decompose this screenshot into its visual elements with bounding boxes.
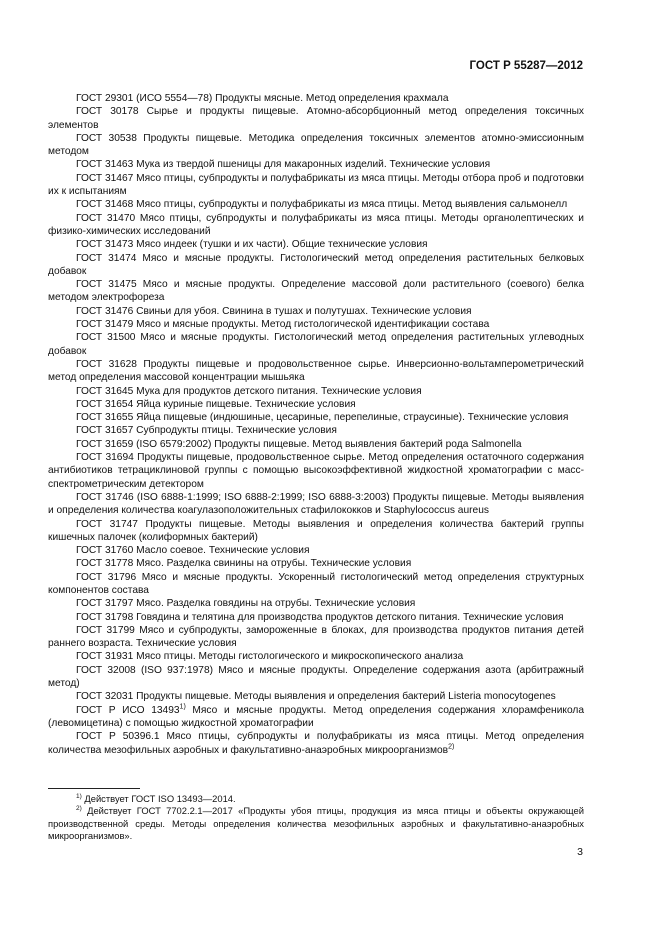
- reference-entry-gost-r-iso-13493: [48, 704, 584, 731]
- reference-entry-gost-r-50396-1: [48, 730, 584, 757]
- reference-entry-gost-31799: ГОСТ 31799 Мясо и субпродукты, замороженные в блоках, для производства продуктов питания детей раннего возраста. Технические условия: [48, 624, 584, 650]
- footnote-marker: 1): [76, 792, 82, 800]
- reference-entry-gost-31463: ГОСТ 31463 Мука из твердой пшеницы для макаронных изделий. Технические условия: [76, 159, 491, 171]
- reference-entry-gost-31760: ГОСТ 31760 Масло соевое. Технические условия: [76, 545, 310, 557]
- footnote-text: Действует ГОСТ 7702.2.1—2017 «Продукты убоя птицы, продукция из мяса птицы и объекты окружающей производственной среды. Методы определения количества мезофильных аэробных и факультативно-анаэробных микроорганизмов».: [48, 805, 584, 842]
- reference-entry-gost-31470: ГОСТ 31470 Мясо птицы, субпродукты и полуфабрикаты из мяса птицы. Методы органолептических и физико-химических исследований: [48, 212, 584, 237]
- page-number: 3: [577, 846, 583, 858]
- reference-entry-gost-30178: ГОСТ 30178 Сырье и продукты пищевые. Атомно-абсорбционный метод определения токсичных элементов: [48, 106, 584, 131]
- reference-entry-gost-31645: ГОСТ 31645 Мука для продуктов детского питания. Технические условия: [76, 385, 422, 397]
- reference-text: ГОСТ Р 50396.1 Мясо птицы, субпродукты и полуфабрикаты из мяса птицы. Метод определения количества мезофильных аэробных и факультативно-анаэробных микроорганизмов: [48, 731, 584, 756]
- reference-entry-gost-31655: ГОСТ 31655 Яйца пищевые (индюшиные, цесариные, перепелиные, страусиные). Технические условия: [76, 412, 569, 424]
- reference-entry-gost-31798: ГОСТ 31798 Говядина и телятина для производства продуктов детского питания. Технические условия: [76, 611, 564, 623]
- reference-entry-gost-31747: ГОСТ 31747 Продукты пищевые. Методы выявления и определения количества бактерий группы кишечных палочек (колиформных бактерий): [48, 518, 584, 543]
- reference-entry-gost-31778: ГОСТ 31778 Мясо. Разделка свинины на отрубы. Технические условия: [76, 558, 412, 570]
- reference-entry-gost-31746: ГОСТ 31746 (ISO 6888-1:1999; ISO 6888-2:1999; ISO 6888-3:2003) Продукты пищевые. Методы выявления и определения количества коагулазоположительных стафилококков и Staphylococcus aureus: [48, 491, 584, 517]
- footnote-marker: 2): [448, 743, 455, 751]
- reference-entry-gost-31931: ГОСТ 31931 Мясо птицы. Методы гистологического и микроскопического анализа: [76, 651, 464, 663]
- footnote-text: Действует ГОСТ ISO 13493—2014.: [81, 793, 236, 804]
- reference-text: ГОСТ Р ИСО 13493: [76, 704, 180, 716]
- reference-entry-gost-31694: ГОСТ 31694 Продукты пищевые, продовольственное сырье. Метод определения остаточного содержания антибиотиков тетрациклиновой группы с помощью высокоэффективной жидкостной хроматографии с масс-спектрометрическим детектором: [48, 452, 584, 490]
- footnotes: [48, 793, 584, 843]
- reference-entry-gost-32008: ГОСТ 32008 (ISO 937:1978) Мясо и мясные продукты. Определение содержания азота (арбитражный метод): [48, 664, 584, 690]
- normative-references-list: [48, 92, 584, 757]
- reference-entry-gost-32031: ГОСТ 32031 Продукты пищевые. Методы выявления и определения бактерий Listeria monocytogenes: [76, 691, 556, 703]
- reference-entry-gost-31476: ГОСТ 31476 Свиньи для убоя. Свинина в тушах и полутушах. Технические условия: [76, 305, 472, 317]
- reference-text: Мясо и мясные продукты. Метод определения содержания хлорамфеникола (левомицетина) с помощью жидкостной хроматографии: [48, 704, 585, 729]
- reference-entry-gost-31479: ГОСТ 31479 Мясо и мясные продукты. Метод гистологической идентификации состава: [76, 319, 490, 331]
- reference-entry-gost-31659: ГОСТ 31659 (ISO 6579:2002) Продукты пищевые. Метод выявления бактерий рода Salmonella: [76, 438, 522, 450]
- reference-entry-gost-31474: ГОСТ 31474 Мясо и мясные продукты. Гистологический метод определения растительных белковых добавок: [48, 252, 584, 277]
- reference-entry-gost-31467: ГОСТ 31467 Мясо птицы, субпродукты и полуфабрикаты из мяса птицы. Методы отбора проб и подготовки их к испытаниям: [48, 172, 584, 198]
- footnote-divider: [48, 788, 140, 789]
- reference-entry-gost-31500: ГОСТ 31500 Мясо и мясные продукты. Гистологический метод определения растительных углеводных добавок: [48, 332, 584, 357]
- footnote-1: [48, 793, 584, 805]
- footnote-marker: 2): [76, 805, 82, 813]
- reference-entry-gost-31796: ГОСТ 31796 Мясо и мясные продукты. Ускоренный гистологический метод определения структурных компонентов состава: [48, 571, 584, 596]
- reference-entry-gost-31468: ГОСТ 31468 Мясо птицы, субпродукты и полуфабрикаты из мяса птицы. Метод выявления сальмонелл: [76, 199, 568, 211]
- footnote-marker: 1): [179, 703, 186, 711]
- reference-entry-gost-31473: ГОСТ 31473 Мясо индеек (тушки и их части). Общие технические условия: [76, 239, 428, 251]
- reference-entry-gost-31657: ГОСТ 31657 Субпродукты птицы. Технические условия: [76, 425, 337, 437]
- document-header: ГОСТ Р 55287—2012: [469, 60, 583, 72]
- reference-entry-gost-31475: ГОСТ 31475 Мясо и мясные продукты. Определение массовой доли растительного (соевого) белка методом электрофореза: [48, 279, 584, 304]
- reference-entry-gost-31654: ГОСТ 31654 Яйца куриные пищевые. Технические условия: [76, 398, 356, 410]
- reference-entry-gost-31797: ГОСТ 31797 Мясо. Разделка говядины на отрубы. Технические условия: [76, 598, 416, 610]
- reference-entry-gost-30538: ГОСТ 30538 Продукты пищевые. Методика определения токсичных элементов атомно-эмиссионным методом: [48, 132, 584, 158]
- footnote-2: [48, 805, 584, 842]
- reference-entry-gost-29301: ГОСТ 29301 (ИСО 5554—78) Продукты мясные. Метод определения крахмала: [76, 93, 449, 104]
- reference-entry-gost-31628: ГОСТ 31628 Продукты пищевые и продовольственное сырье. Инверсионно-вольтамперометрический метод определения массовой концентрации мышьяка: [48, 358, 584, 384]
